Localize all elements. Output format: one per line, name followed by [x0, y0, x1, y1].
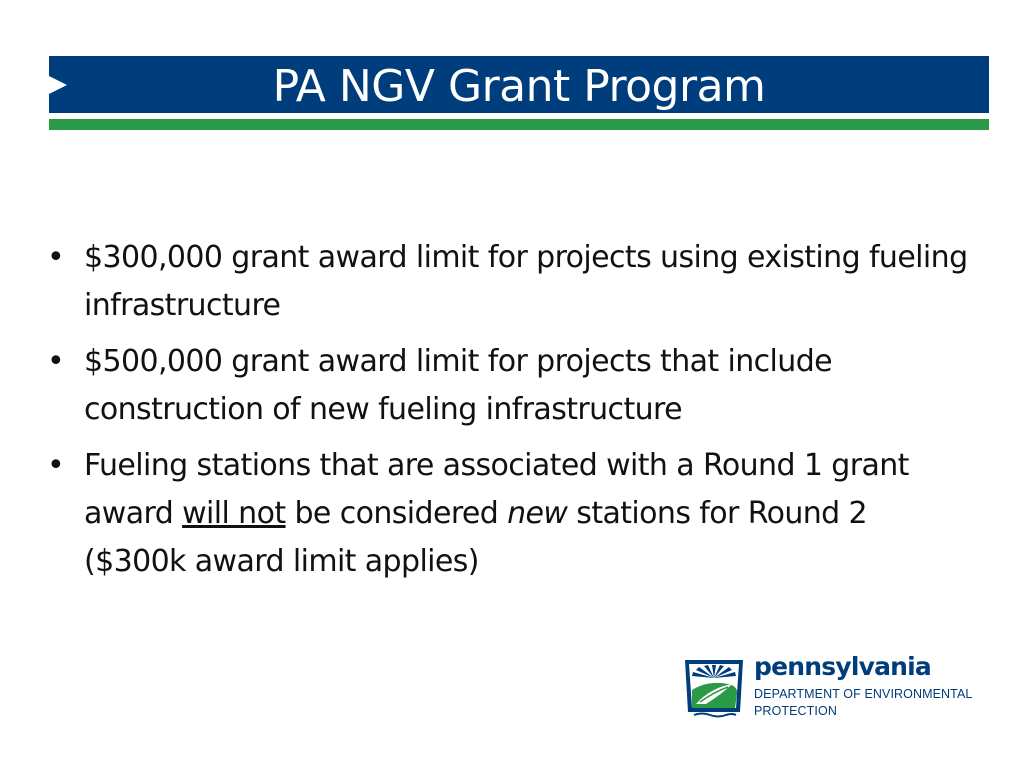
bullet-text-part: Fueling stations that are associated with a Round 1 grant award	[84, 448, 909, 531]
bullet-item	[45, 338, 975, 434]
bullet-icon: •	[47, 448, 65, 483]
bullet-icon: •	[47, 240, 65, 275]
logo-subtitle-line1: DEPARTMENT OF ENVIRONMENTAL	[754, 687, 973, 701]
slide-title: PA NGV Grant Program	[272, 61, 766, 112]
logo-name: pennsylvania	[754, 652, 931, 681]
title-bar	[49, 56, 989, 113]
bullet-item	[45, 234, 975, 330]
underlined-text: will not	[182, 496, 286, 531]
logo-subtitle-line2: PROTECTION	[754, 704, 837, 718]
bullet-item	[45, 442, 975, 586]
green-stripe	[49, 119, 989, 130]
bullet-icon: •	[47, 344, 65, 379]
italic-text: new	[507, 496, 568, 531]
bullet-text: $300,000 grant award limit for projects using existing fueling infrastructure	[84, 240, 968, 323]
bullet-list	[45, 234, 975, 594]
pa-dep-logo	[682, 654, 982, 720]
bullet-text-part: stations for Round 2 ($300k award limit applies)	[84, 496, 868, 579]
bullet-text-part: be considered	[285, 496, 508, 531]
pa-keystone-leaf-icon	[682, 654, 746, 720]
bullet-text: $500,000 grant award limit for projects that include construction of new fueling infrastructure	[84, 344, 832, 427]
